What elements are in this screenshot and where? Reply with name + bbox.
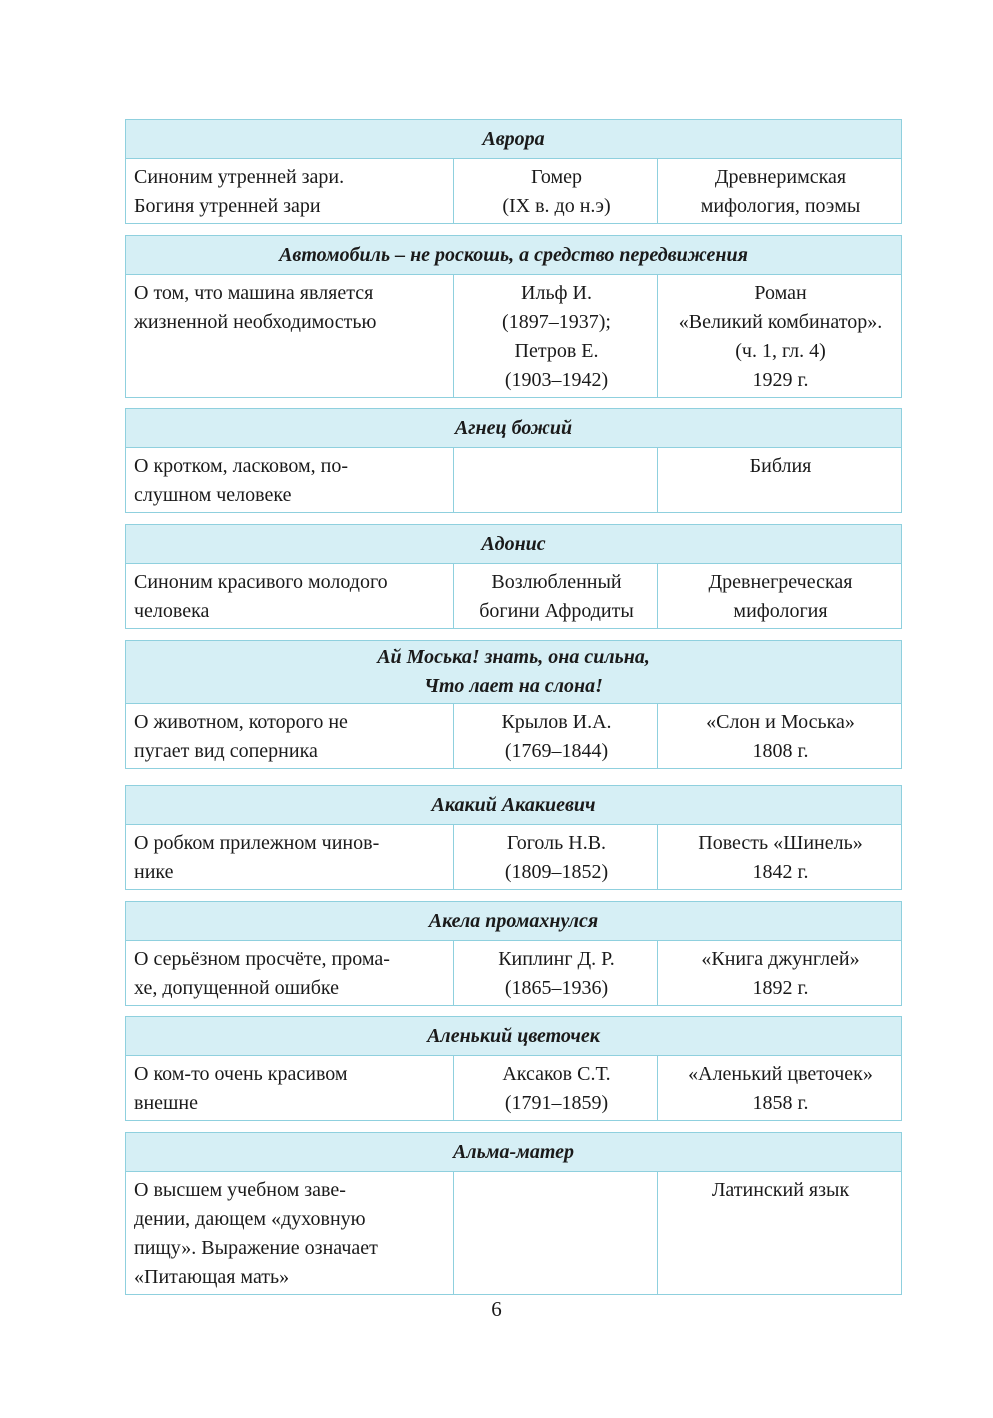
entry-table	[125, 785, 902, 890]
entry-source	[658, 275, 902, 398]
entry-akela-promakhnulsya	[125, 901, 901, 1006]
entry-source-line: мифология, поэмы	[700, 195, 861, 217]
entry-title-line: Ай Моська! знать, она сильна,	[377, 646, 650, 668]
entry-meaning-line: пугает вид соперника	[134, 740, 318, 762]
entry-author	[454, 704, 658, 769]
entry-author	[454, 275, 658, 398]
entry-meaning-line: О ком-то очень красивом	[134, 1063, 348, 1085]
entry-table	[125, 235, 902, 398]
entry-author-line: (1791–1859)	[504, 1092, 609, 1114]
entry-source-line: Повесть «Шинель»	[698, 832, 863, 854]
entry-author-line: Гомер	[531, 166, 582, 188]
entry-source-line: Роман	[754, 282, 807, 304]
entry-source-line: «Аленький цветочек»	[688, 1063, 873, 1085]
entry-author	[454, 1056, 658, 1121]
entry-meaning-line: Синоним утренней зари.	[134, 166, 345, 188]
entry-source	[658, 941, 902, 1006]
entry-meaning	[126, 825, 454, 890]
entry-source-line: 1929 г.	[752, 369, 809, 391]
entry-title	[126, 641, 902, 704]
entry-avtomobil	[125, 235, 901, 398]
entry-source-line: Древнегреческая	[708, 571, 853, 593]
entry-author-line: Возлюбленный	[491, 571, 622, 593]
entry-akakiy-akakievich	[125, 785, 901, 890]
entry-source	[658, 1056, 902, 1121]
entry-title	[126, 786, 902, 825]
entry-adonis	[125, 524, 901, 629]
entry-author-line: Крылов И.А.	[501, 711, 612, 733]
entry-title-line: Агнец божий	[454, 416, 573, 439]
entry-ay-moska	[125, 640, 901, 769]
entry-table	[125, 408, 902, 513]
entry-meaning-line: Синоним красивого молодого	[134, 571, 388, 593]
entry-author-line: Ильф И.	[521, 282, 592, 304]
entry-meaning-line: Богиня утренней зари	[134, 195, 321, 217]
entry-title-line: Аврора	[482, 127, 545, 150]
entry-title-line: Автомобиль – не роскошь, а средство передвижения	[279, 243, 748, 266]
entry-title-line: Акакий Акакиевич	[431, 793, 596, 816]
entry-meaning	[126, 1172, 454, 1295]
entry-title	[126, 120, 902, 159]
entry-author-line: богини Афродиты	[479, 600, 634, 622]
entry-meaning-line: нике	[134, 861, 174, 883]
entry-author-line: (1769–1844)	[504, 740, 609, 762]
entry-source-line: (ч. 1, гл. 4)	[735, 340, 826, 362]
entry-source-line: Древнеримская	[714, 166, 847, 188]
entry-meaning-line: человека	[134, 600, 210, 622]
entry-meaning	[126, 159, 454, 224]
entry-table	[125, 524, 902, 629]
entry-author-line: Петров Е.	[514, 340, 599, 362]
entry-source-line: мифология	[733, 600, 828, 622]
entry-meaning-line: О кротком, ласковом, по-	[134, 455, 348, 477]
entry-table	[125, 1132, 902, 1295]
entry-title	[126, 902, 902, 941]
entry-author-line: (IX в. до н.э)	[502, 195, 611, 217]
entry-source-line: «Книга джунглей»	[701, 948, 860, 970]
entry-source	[658, 448, 902, 513]
entry-meaning	[126, 1056, 454, 1121]
entry-meaning-line: О высшем учебном заве-	[134, 1179, 346, 1201]
entry-meaning	[126, 704, 454, 769]
entry-agnets-bozhiy	[125, 408, 901, 513]
entry-table	[125, 119, 902, 224]
entry-source-line: 1858 г.	[752, 1092, 809, 1114]
entry-source	[658, 159, 902, 224]
entry-author-line: Аксаков С.Т.	[502, 1063, 611, 1085]
entry-alma-mater	[125, 1132, 901, 1295]
entry-title-line: Акела промахнулся	[428, 909, 599, 932]
entry-title	[126, 236, 902, 275]
entry-alenkiy-tsvetochek	[125, 1016, 901, 1121]
entry-source-line: Библия	[749, 455, 812, 477]
entry-author-line: (1897–1937);	[502, 311, 611, 333]
entry-author-line: Киплинг Д. Р.	[498, 948, 615, 970]
entry-title	[126, 1133, 902, 1172]
entry-source-line: Латинский язык	[711, 1179, 850, 1201]
entry-meaning-line: О робком прилежном чинов-	[134, 832, 380, 854]
entry-meaning-line: «Питающая мать»	[134, 1266, 290, 1288]
entry-author	[454, 1172, 658, 1295]
entry-meaning-line: О том, что машина является	[134, 282, 374, 304]
entry-author	[454, 941, 658, 1006]
entry-table	[125, 640, 902, 769]
entry-meaning-line: слушном человеке	[134, 484, 292, 506]
entry-meaning-line: О серьёзном просчёте, прома-	[134, 948, 390, 970]
entry-title	[126, 525, 902, 564]
entry-source-line: 1808 г.	[752, 740, 809, 762]
entry-author-line: Гоголь Н.В.	[506, 832, 607, 854]
entry-source	[658, 1172, 902, 1295]
page-number: 6	[491, 1297, 502, 1321]
entry-source	[658, 564, 902, 629]
entry-author-line: (1809–1852)	[504, 861, 609, 883]
entry-author-line: (1903–1942)	[504, 369, 609, 391]
entry-meaning-line: внешне	[134, 1092, 199, 1114]
entry-meaning-line: О животном, которого не	[134, 711, 348, 733]
entry-source-line: «Слон и Моська»	[706, 711, 855, 733]
entry-source-line: «Великий комбинатор».	[678, 311, 883, 333]
entry-title-line: Что лает на слона!	[424, 675, 603, 697]
entry-title-line: Аленький цветочек	[427, 1024, 600, 1047]
entry-author-line: (1865–1936)	[504, 977, 609, 999]
entry-source	[658, 825, 902, 890]
entry-table	[125, 1016, 902, 1121]
entry-meaning	[126, 448, 454, 513]
entry-source-line: 1842 г.	[752, 861, 809, 883]
entry-title	[126, 409, 902, 448]
entry-avrora	[125, 119, 901, 224]
entry-author	[454, 825, 658, 890]
entry-source-line: 1892 г.	[752, 977, 809, 999]
entry-meaning-line: хе, допущенной ошибке	[134, 977, 340, 999]
entry-meaning	[126, 941, 454, 1006]
entry-meaning	[126, 275, 454, 398]
entry-source	[658, 704, 902, 769]
entry-meaning	[126, 564, 454, 629]
entry-title	[126, 1017, 902, 1056]
entry-table	[125, 901, 902, 1006]
entry-meaning-line: дении, дающем «духовную	[134, 1208, 366, 1230]
entry-meaning-line: жизненной необходимостью	[134, 311, 377, 333]
entry-title-line: Альма-матер	[453, 1140, 574, 1163]
entry-author	[454, 564, 658, 629]
entry-author	[454, 448, 658, 513]
entry-title-line: Адонис	[481, 532, 546, 555]
entry-author	[454, 159, 658, 224]
entry-meaning-line: пищу». Выражение означает	[134, 1237, 378, 1259]
